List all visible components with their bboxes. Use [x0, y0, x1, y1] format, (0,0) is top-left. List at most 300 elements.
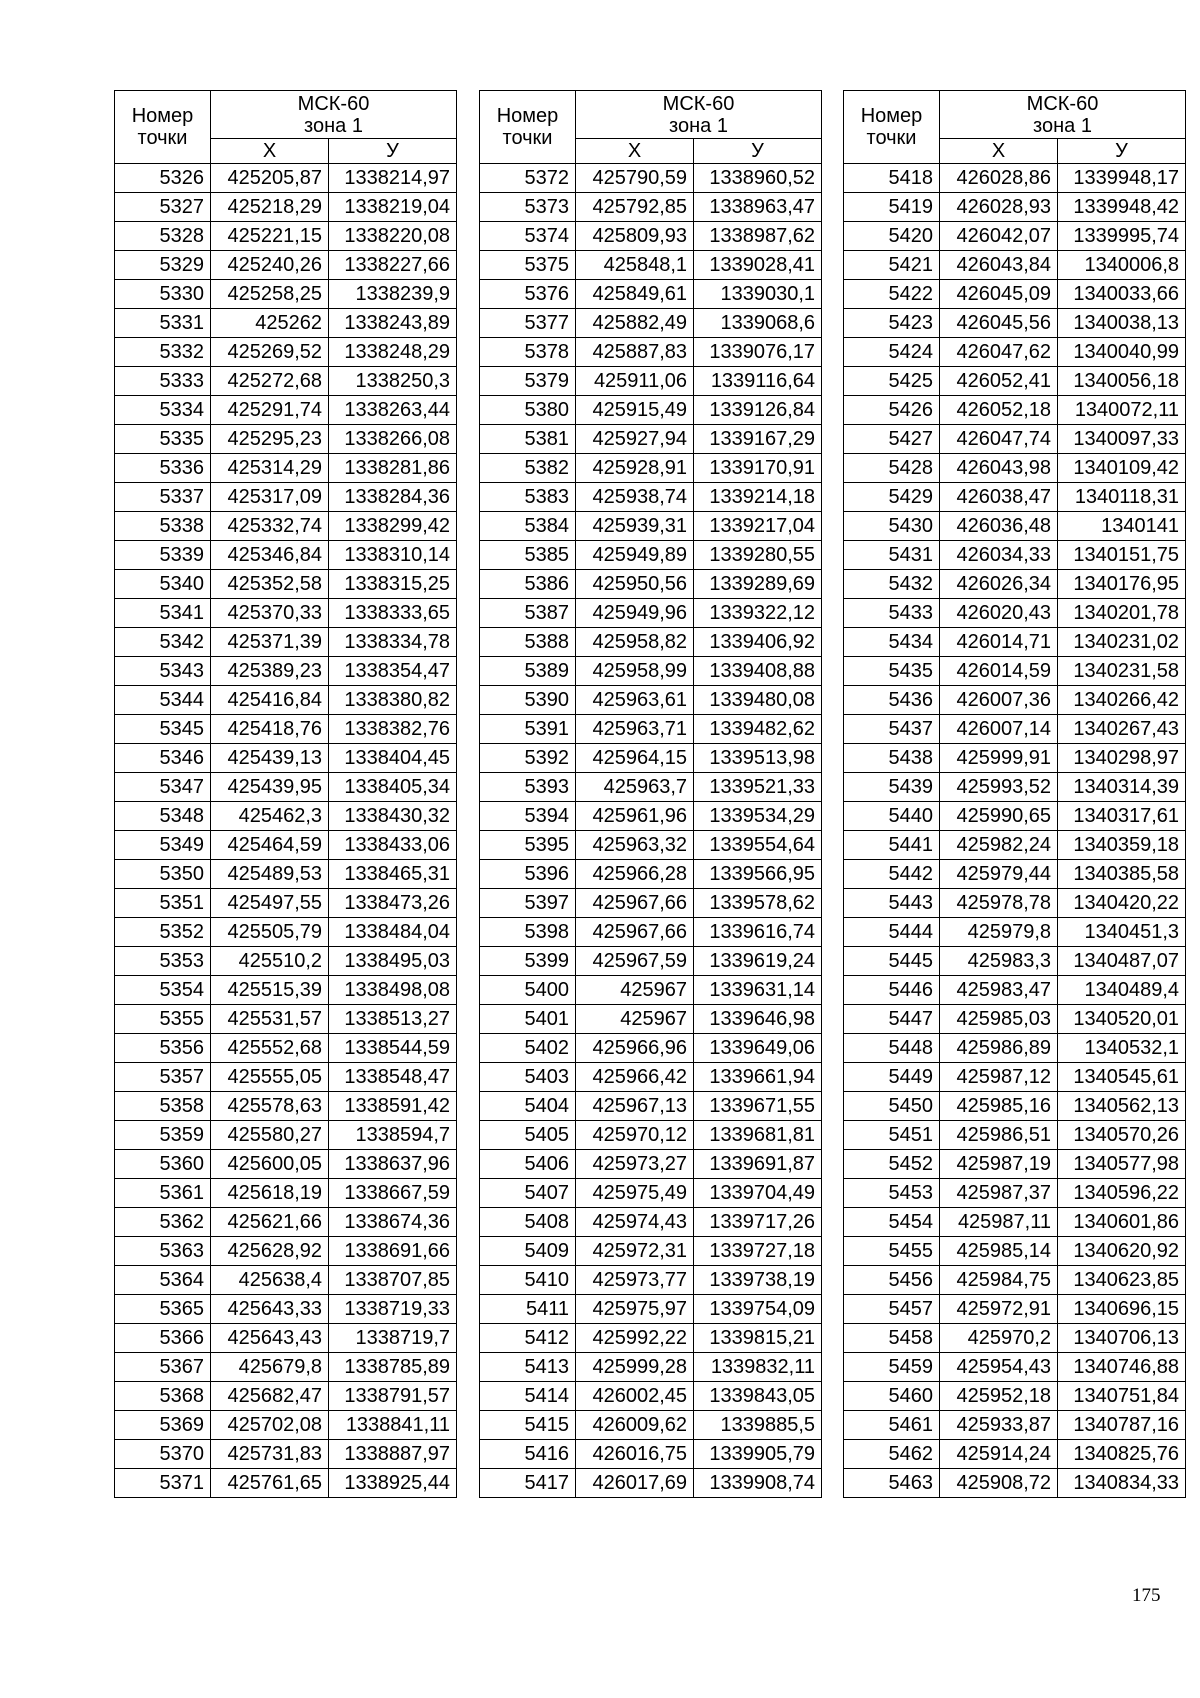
- table-row: [480, 425, 822, 454]
- x-coordinate-cell: 425462,3: [211, 802, 329, 831]
- point-number-cell: 5408: [480, 1208, 576, 1237]
- table-row: [115, 309, 457, 338]
- point-number-cell: 5375: [480, 251, 576, 280]
- y-header: У: [694, 139, 822, 164]
- table-row: [844, 193, 1186, 222]
- y-coordinate-cell: 1338333,65: [329, 599, 457, 628]
- table-row: [844, 164, 1186, 193]
- y-coordinate-cell: 1339167,29: [694, 425, 822, 454]
- x-coordinate-cell: 425914,24: [940, 1440, 1058, 1469]
- x-coordinate-cell: 425963,7: [576, 773, 694, 802]
- point-number-cell: 5389: [480, 657, 576, 686]
- y-coordinate-cell: 1338887,97: [329, 1440, 457, 1469]
- table-row: [844, 686, 1186, 715]
- x-coordinate-cell: 426047,62: [940, 338, 1058, 367]
- y-coordinate-cell: 1339280,55: [694, 541, 822, 570]
- table-row: [480, 1353, 822, 1382]
- point-number-cell: 5387: [480, 599, 576, 628]
- y-coordinate-cell: 1340317,61: [1058, 802, 1186, 831]
- y-coordinate-cell: 1340834,33: [1058, 1469, 1186, 1498]
- point-number-cell: 5372: [480, 164, 576, 193]
- table-row: [115, 773, 457, 802]
- x-coordinate-cell: 425984,75: [940, 1266, 1058, 1295]
- table-row: [480, 454, 822, 483]
- point-number-cell: 5395: [480, 831, 576, 860]
- y-coordinate-cell: 1339948,42: [1058, 193, 1186, 222]
- point-number-cell: 5404: [480, 1092, 576, 1121]
- y-coordinate-cell: 1340314,39: [1058, 773, 1186, 802]
- x-coordinate-cell: 425987,37: [940, 1179, 1058, 1208]
- table-row: [844, 512, 1186, 541]
- x-coordinate-cell: 425928,91: [576, 454, 694, 483]
- point-number-cell: 5432: [844, 570, 940, 599]
- coordinates-table-2: [479, 90, 822, 1498]
- x-coordinate-cell: 425702,08: [211, 1411, 329, 1440]
- point-number-cell: 5457: [844, 1295, 940, 1324]
- x-coordinate-cell: 425464,59: [211, 831, 329, 860]
- x-coordinate-cell: 425915,49: [576, 396, 694, 425]
- y-coordinate-cell: 1338315,25: [329, 570, 457, 599]
- y-header: У: [329, 139, 457, 164]
- point-number-cell: 5370: [115, 1440, 211, 1469]
- table-row: [115, 338, 457, 367]
- table-row: [480, 715, 822, 744]
- y-coordinate-cell: 1338219,04: [329, 193, 457, 222]
- table-row: [844, 483, 1186, 512]
- x-coordinate-cell: 425371,39: [211, 628, 329, 657]
- x-coordinate-cell: 426043,98: [940, 454, 1058, 483]
- x-coordinate-cell: 425682,47: [211, 1382, 329, 1411]
- y-coordinate-cell: 1339521,33: [694, 773, 822, 802]
- table-row: [115, 425, 457, 454]
- table-row: [480, 222, 822, 251]
- point-number-cell: 5366: [115, 1324, 211, 1353]
- x-coordinate-cell: 425809,93: [576, 222, 694, 251]
- y-coordinate-cell: 1338719,33: [329, 1295, 457, 1324]
- point-number-cell: 5453: [844, 1179, 940, 1208]
- y-coordinate-cell: 1338214,97: [329, 164, 457, 193]
- y-coordinate-cell: 1340267,43: [1058, 715, 1186, 744]
- x-coordinate-cell: 425950,56: [576, 570, 694, 599]
- table-row: [480, 976, 822, 1005]
- point-number-cell: 5428: [844, 454, 940, 483]
- point-number-cell: 5456: [844, 1266, 940, 1295]
- x-header: Х: [940, 139, 1058, 164]
- point-number-cell: 5351: [115, 889, 211, 918]
- coordinate-system-header: МСК-60 зона 1: [940, 91, 1186, 139]
- x-coordinate-cell: 426036,48: [940, 512, 1058, 541]
- table-row: [480, 1121, 822, 1150]
- point-number-cell: 5417: [480, 1469, 576, 1498]
- table-row: [115, 541, 457, 570]
- point-number-cell: 5357: [115, 1063, 211, 1092]
- point-number-cell: 5367: [115, 1353, 211, 1382]
- table-row: [844, 309, 1186, 338]
- table-row: [115, 1411, 457, 1440]
- y-coordinate-cell: 1339170,91: [694, 454, 822, 483]
- x-coordinate-cell: 425979,8: [940, 918, 1058, 947]
- x-coordinate-cell: 425497,55: [211, 889, 329, 918]
- table-row: [844, 1092, 1186, 1121]
- x-coordinate-cell: 425580,27: [211, 1121, 329, 1150]
- point-number-cell: 5344: [115, 686, 211, 715]
- point-number-cell: 5342: [115, 628, 211, 657]
- table-row: [844, 338, 1186, 367]
- x-coordinate-cell: 426045,56: [940, 309, 1058, 338]
- y-coordinate-cell: 1340038,13: [1058, 309, 1186, 338]
- table-row: [844, 1324, 1186, 1353]
- point-number-cell: 5337: [115, 483, 211, 512]
- point-number-cell: 5449: [844, 1063, 940, 1092]
- x-coordinate-cell: 425966,96: [576, 1034, 694, 1063]
- table-row: [115, 483, 457, 512]
- y-coordinate-cell: 1340787,16: [1058, 1411, 1186, 1440]
- point-number-cell: 5332: [115, 338, 211, 367]
- point-number-cell: 5381: [480, 425, 576, 454]
- table-row: [115, 918, 457, 947]
- x-coordinate-cell: 425262: [211, 309, 329, 338]
- y-coordinate-cell: 1339905,79: [694, 1440, 822, 1469]
- x-coordinate-cell: 425418,76: [211, 715, 329, 744]
- y-coordinate-cell: 1338707,85: [329, 1266, 457, 1295]
- y-coordinate-cell: 1339843,05: [694, 1382, 822, 1411]
- y-coordinate-cell: 1339717,26: [694, 1208, 822, 1237]
- x-coordinate-cell: 426007,36: [940, 686, 1058, 715]
- table-row: [480, 1266, 822, 1295]
- table-row: [115, 1179, 457, 1208]
- y-coordinate-cell: 1340451,3: [1058, 918, 1186, 947]
- y-coordinate-cell: 1340040,99: [1058, 338, 1186, 367]
- table-row: [844, 1179, 1186, 1208]
- point-number-cell: 5330: [115, 280, 211, 309]
- y-coordinate-cell: 1339646,98: [694, 1005, 822, 1034]
- y-coordinate-cell: 1339116,64: [694, 367, 822, 396]
- x-coordinate-cell: 425218,29: [211, 193, 329, 222]
- header-row: [480, 91, 822, 139]
- point-number-cell: 5415: [480, 1411, 576, 1440]
- point-number-cell: 5353: [115, 947, 211, 976]
- table-row: [115, 802, 457, 831]
- table-row: [480, 1382, 822, 1411]
- y-coordinate-cell: 1338250,3: [329, 367, 457, 396]
- y-coordinate-cell: 1338484,04: [329, 918, 457, 947]
- point-number-cell: 5328: [115, 222, 211, 251]
- page-number: 175: [1132, 1585, 1161, 1606]
- x-coordinate-cell: 425439,95: [211, 773, 329, 802]
- point-number-cell: 5426: [844, 396, 940, 425]
- y-coordinate-cell: 1340359,18: [1058, 831, 1186, 860]
- table-row: [480, 1005, 822, 1034]
- point-number-cell: 5424: [844, 338, 940, 367]
- y-coordinate-cell: 1339566,95: [694, 860, 822, 889]
- y-coordinate-cell: 1340520,01: [1058, 1005, 1186, 1034]
- point-number-cell: 5371: [115, 1469, 211, 1498]
- x-coordinate-cell: 425982,24: [940, 831, 1058, 860]
- y-coordinate-cell: 1339691,87: [694, 1150, 822, 1179]
- y-coordinate-cell: 1338594,7: [329, 1121, 457, 1150]
- y-coordinate-cell: 1338785,89: [329, 1353, 457, 1382]
- point-number-cell: 5336: [115, 454, 211, 483]
- x-coordinate-cell: 425352,58: [211, 570, 329, 599]
- y-coordinate-cell: 1339513,98: [694, 744, 822, 773]
- header-row: [844, 91, 1186, 139]
- x-coordinate-cell: 425939,31: [576, 512, 694, 541]
- y-coordinate-cell: 1340562,13: [1058, 1092, 1186, 1121]
- table-row: [844, 657, 1186, 686]
- y-coordinate-cell: 1338227,66: [329, 251, 457, 280]
- point-number-cell: 5347: [115, 773, 211, 802]
- x-coordinate-cell: 425972,31: [576, 1237, 694, 1266]
- x-coordinate-cell: 425954,43: [940, 1353, 1058, 1382]
- y-coordinate-cell: 1338719,7: [329, 1324, 457, 1353]
- point-number-cell: 5435: [844, 657, 940, 686]
- table-row: [844, 1469, 1186, 1498]
- point-number-cell: 5377: [480, 309, 576, 338]
- x-coordinate-cell: 425987,12: [940, 1063, 1058, 1092]
- x-coordinate-cell: 425439,13: [211, 744, 329, 773]
- x-coordinate-cell: 425967: [576, 1005, 694, 1034]
- y-coordinate-cell: 1338963,47: [694, 193, 822, 222]
- x-coordinate-cell: 425555,05: [211, 1063, 329, 1092]
- table-row: [480, 918, 822, 947]
- table-row: [844, 802, 1186, 831]
- y-coordinate-cell: 1339738,19: [694, 1266, 822, 1295]
- x-coordinate-cell: 425974,43: [576, 1208, 694, 1237]
- y-coordinate-cell: 1339068,6: [694, 309, 822, 338]
- point-number-cell: 5346: [115, 744, 211, 773]
- point-number-cell: 5338: [115, 512, 211, 541]
- y-coordinate-cell: 1340601,86: [1058, 1208, 1186, 1237]
- table-row: [115, 280, 457, 309]
- table-row: [844, 280, 1186, 309]
- table-row: [115, 1063, 457, 1092]
- point-number-cell: 5393: [480, 773, 576, 802]
- table-row: [844, 396, 1186, 425]
- table-row: [844, 454, 1186, 483]
- y-coordinate-cell: 1340056,18: [1058, 367, 1186, 396]
- y-coordinate-cell: 1338430,32: [329, 802, 457, 831]
- table-row: [115, 889, 457, 918]
- table-row: [115, 715, 457, 744]
- x-coordinate-cell: 426020,43: [940, 599, 1058, 628]
- table-row: [480, 338, 822, 367]
- y-coordinate-cell: 1339578,62: [694, 889, 822, 918]
- point-number-cell: 5459: [844, 1353, 940, 1382]
- point-number-cell: 5448: [844, 1034, 940, 1063]
- point-number-cell: 5391: [480, 715, 576, 744]
- x-coordinate-cell: 425966,28: [576, 860, 694, 889]
- x-coordinate-cell: 426002,45: [576, 1382, 694, 1411]
- table-row: [115, 1034, 457, 1063]
- point-number-cell: 5373: [480, 193, 576, 222]
- table-row: [480, 802, 822, 831]
- y-coordinate-cell: 1338284,36: [329, 483, 457, 512]
- y-coordinate-cell: 1339681,81: [694, 1121, 822, 1150]
- point-number-cell: 5443: [844, 889, 940, 918]
- point-number-cell: 5392: [480, 744, 576, 773]
- x-coordinate-cell: 425269,52: [211, 338, 329, 367]
- point-number-cell: 5409: [480, 1237, 576, 1266]
- y-coordinate-cell: 1340577,98: [1058, 1150, 1186, 1179]
- y-coordinate-cell: 1340266,42: [1058, 686, 1186, 715]
- y-coordinate-cell: 1340570,26: [1058, 1121, 1186, 1150]
- coordinates-table-1: [114, 90, 457, 1498]
- x-coordinate-cell: 425952,18: [940, 1382, 1058, 1411]
- x-coordinate-cell: 425887,83: [576, 338, 694, 367]
- point-number-cell: 5378: [480, 338, 576, 367]
- x-coordinate-cell: 425975,49: [576, 1179, 694, 1208]
- point-number-cell: 5363: [115, 1237, 211, 1266]
- point-number-cell: 5400: [480, 976, 576, 1005]
- table-row: [480, 657, 822, 686]
- y-coordinate-cell: 1340420,22: [1058, 889, 1186, 918]
- y-coordinate-cell: 1340118,31: [1058, 483, 1186, 512]
- table-row: [115, 976, 457, 1005]
- y-coordinate-cell: 1339616,74: [694, 918, 822, 947]
- table-row: [844, 860, 1186, 889]
- x-coordinate-cell: 425258,25: [211, 280, 329, 309]
- point-number-cell: 5365: [115, 1295, 211, 1324]
- x-coordinate-cell: 425992,22: [576, 1324, 694, 1353]
- point-number-cell: 5396: [480, 860, 576, 889]
- point-number-cell: 5368: [115, 1382, 211, 1411]
- point-number-cell: 5380: [480, 396, 576, 425]
- table-row: [115, 251, 457, 280]
- table-row: [844, 1034, 1186, 1063]
- x-coordinate-cell: 425221,15: [211, 222, 329, 251]
- x-coordinate-cell: 425987,19: [940, 1150, 1058, 1179]
- y-coordinate-cell: 1338433,06: [329, 831, 457, 860]
- table-row: [480, 193, 822, 222]
- point-number-cell: 5334: [115, 396, 211, 425]
- x-coordinate-cell: 425790,59: [576, 164, 694, 193]
- y-coordinate-cell: 1339406,92: [694, 628, 822, 657]
- x-coordinate-cell: 425999,28: [576, 1353, 694, 1382]
- x-coordinate-cell: 426026,34: [940, 570, 1058, 599]
- x-coordinate-cell: 425985,03: [940, 1005, 1058, 1034]
- x-coordinate-cell: 425970,2: [940, 1324, 1058, 1353]
- table-row: [480, 280, 822, 309]
- y-coordinate-cell: 1339631,14: [694, 976, 822, 1005]
- point-number-cell: 5352: [115, 918, 211, 947]
- point-number-cell: 5384: [480, 512, 576, 541]
- x-coordinate-cell: 425291,74: [211, 396, 329, 425]
- y-coordinate-cell: 1340033,66: [1058, 280, 1186, 309]
- point-number-cell: 5422: [844, 280, 940, 309]
- point-number-cell: 5390: [480, 686, 576, 715]
- point-number-cell: 5386: [480, 570, 576, 599]
- x-coordinate-cell: 425985,16: [940, 1092, 1058, 1121]
- y-coordinate-cell: 1339554,64: [694, 831, 822, 860]
- x-coordinate-cell: 425489,53: [211, 860, 329, 889]
- table-row: [480, 251, 822, 280]
- point-number-cell: 5434: [844, 628, 940, 657]
- y-coordinate-cell: 1340706,13: [1058, 1324, 1186, 1353]
- table-row: [844, 1382, 1186, 1411]
- point-number-cell: 5425: [844, 367, 940, 396]
- point-number-cell: 5403: [480, 1063, 576, 1092]
- point-number-cell: 5462: [844, 1440, 940, 1469]
- y-coordinate-cell: 1340006,8: [1058, 251, 1186, 280]
- table-row: [115, 222, 457, 251]
- table-row: [844, 222, 1186, 251]
- point-number-cell: 5340: [115, 570, 211, 599]
- y-coordinate-cell: 1338498,08: [329, 976, 457, 1005]
- y-coordinate-cell: 1340176,95: [1058, 570, 1186, 599]
- x-coordinate-cell: 425370,33: [211, 599, 329, 628]
- point-number-cell: 5418: [844, 164, 940, 193]
- point-number-cell: 5458: [844, 1324, 940, 1353]
- y-coordinate-cell: 1339727,18: [694, 1237, 822, 1266]
- table-row: [480, 628, 822, 657]
- table-row: [115, 657, 457, 686]
- y-coordinate-cell: 1340696,15: [1058, 1295, 1186, 1324]
- x-coordinate-cell: 425618,19: [211, 1179, 329, 1208]
- x-coordinate-cell: 425986,51: [940, 1121, 1058, 1150]
- y-coordinate-cell: 1339217,04: [694, 512, 822, 541]
- y-coordinate-cell: 1338591,42: [329, 1092, 457, 1121]
- y-coordinate-cell: 1339322,12: [694, 599, 822, 628]
- point-number-cell: 5335: [115, 425, 211, 454]
- y-coordinate-cell: 1340201,78: [1058, 599, 1186, 628]
- y-coordinate-cell: 1339126,84: [694, 396, 822, 425]
- table-row: [844, 541, 1186, 570]
- x-coordinate-cell: 425966,42: [576, 1063, 694, 1092]
- point-number-cell: 5440: [844, 802, 940, 831]
- x-coordinate-cell: 425927,94: [576, 425, 694, 454]
- table-row: [844, 976, 1186, 1005]
- point-number-cell: 5452: [844, 1150, 940, 1179]
- table-row: [844, 599, 1186, 628]
- point-number-cell: 5397: [480, 889, 576, 918]
- x-coordinate-cell: 426014,71: [940, 628, 1058, 657]
- y-coordinate-cell: 1338465,31: [329, 860, 457, 889]
- table-row: [844, 251, 1186, 280]
- x-coordinate-cell: 426038,47: [940, 483, 1058, 512]
- table-row: [480, 367, 822, 396]
- x-coordinate-cell: 425314,29: [211, 454, 329, 483]
- y-coordinate-cell: 1340097,33: [1058, 425, 1186, 454]
- x-coordinate-cell: 425882,49: [576, 309, 694, 338]
- y-coordinate-cell: 1339661,94: [694, 1063, 822, 1092]
- table-row: [480, 309, 822, 338]
- point-number-cell: 5405: [480, 1121, 576, 1150]
- y-coordinate-cell: 1340825,76: [1058, 1440, 1186, 1469]
- table-row: [115, 1324, 457, 1353]
- point-number-cell: 5399: [480, 947, 576, 976]
- point-number-cell: 5436: [844, 686, 940, 715]
- table-row: [844, 773, 1186, 802]
- x-coordinate-cell: 425970,12: [576, 1121, 694, 1150]
- x-coordinate-cell: 425967,13: [576, 1092, 694, 1121]
- x-coordinate-cell: 425999,91: [940, 744, 1058, 773]
- table-row: [480, 1237, 822, 1266]
- point-number-cell: 5398: [480, 918, 576, 947]
- y-coordinate-cell: 1339885,5: [694, 1411, 822, 1440]
- x-coordinate-cell: 425628,92: [211, 1237, 329, 1266]
- x-coordinate-cell: 425552,68: [211, 1034, 329, 1063]
- y-coordinate-cell: 1339832,11: [694, 1353, 822, 1382]
- x-coordinate-cell: 425849,61: [576, 280, 694, 309]
- table-row: [115, 1150, 457, 1179]
- x-coordinate-cell: 425600,05: [211, 1150, 329, 1179]
- x-coordinate-cell: 425317,09: [211, 483, 329, 512]
- x-coordinate-cell: 425973,77: [576, 1266, 694, 1295]
- x-coordinate-cell: 425987,11: [940, 1208, 1058, 1237]
- y-coordinate-cell: 1338691,66: [329, 1237, 457, 1266]
- table-row: [844, 1005, 1186, 1034]
- x-coordinate-cell: 425975,97: [576, 1295, 694, 1324]
